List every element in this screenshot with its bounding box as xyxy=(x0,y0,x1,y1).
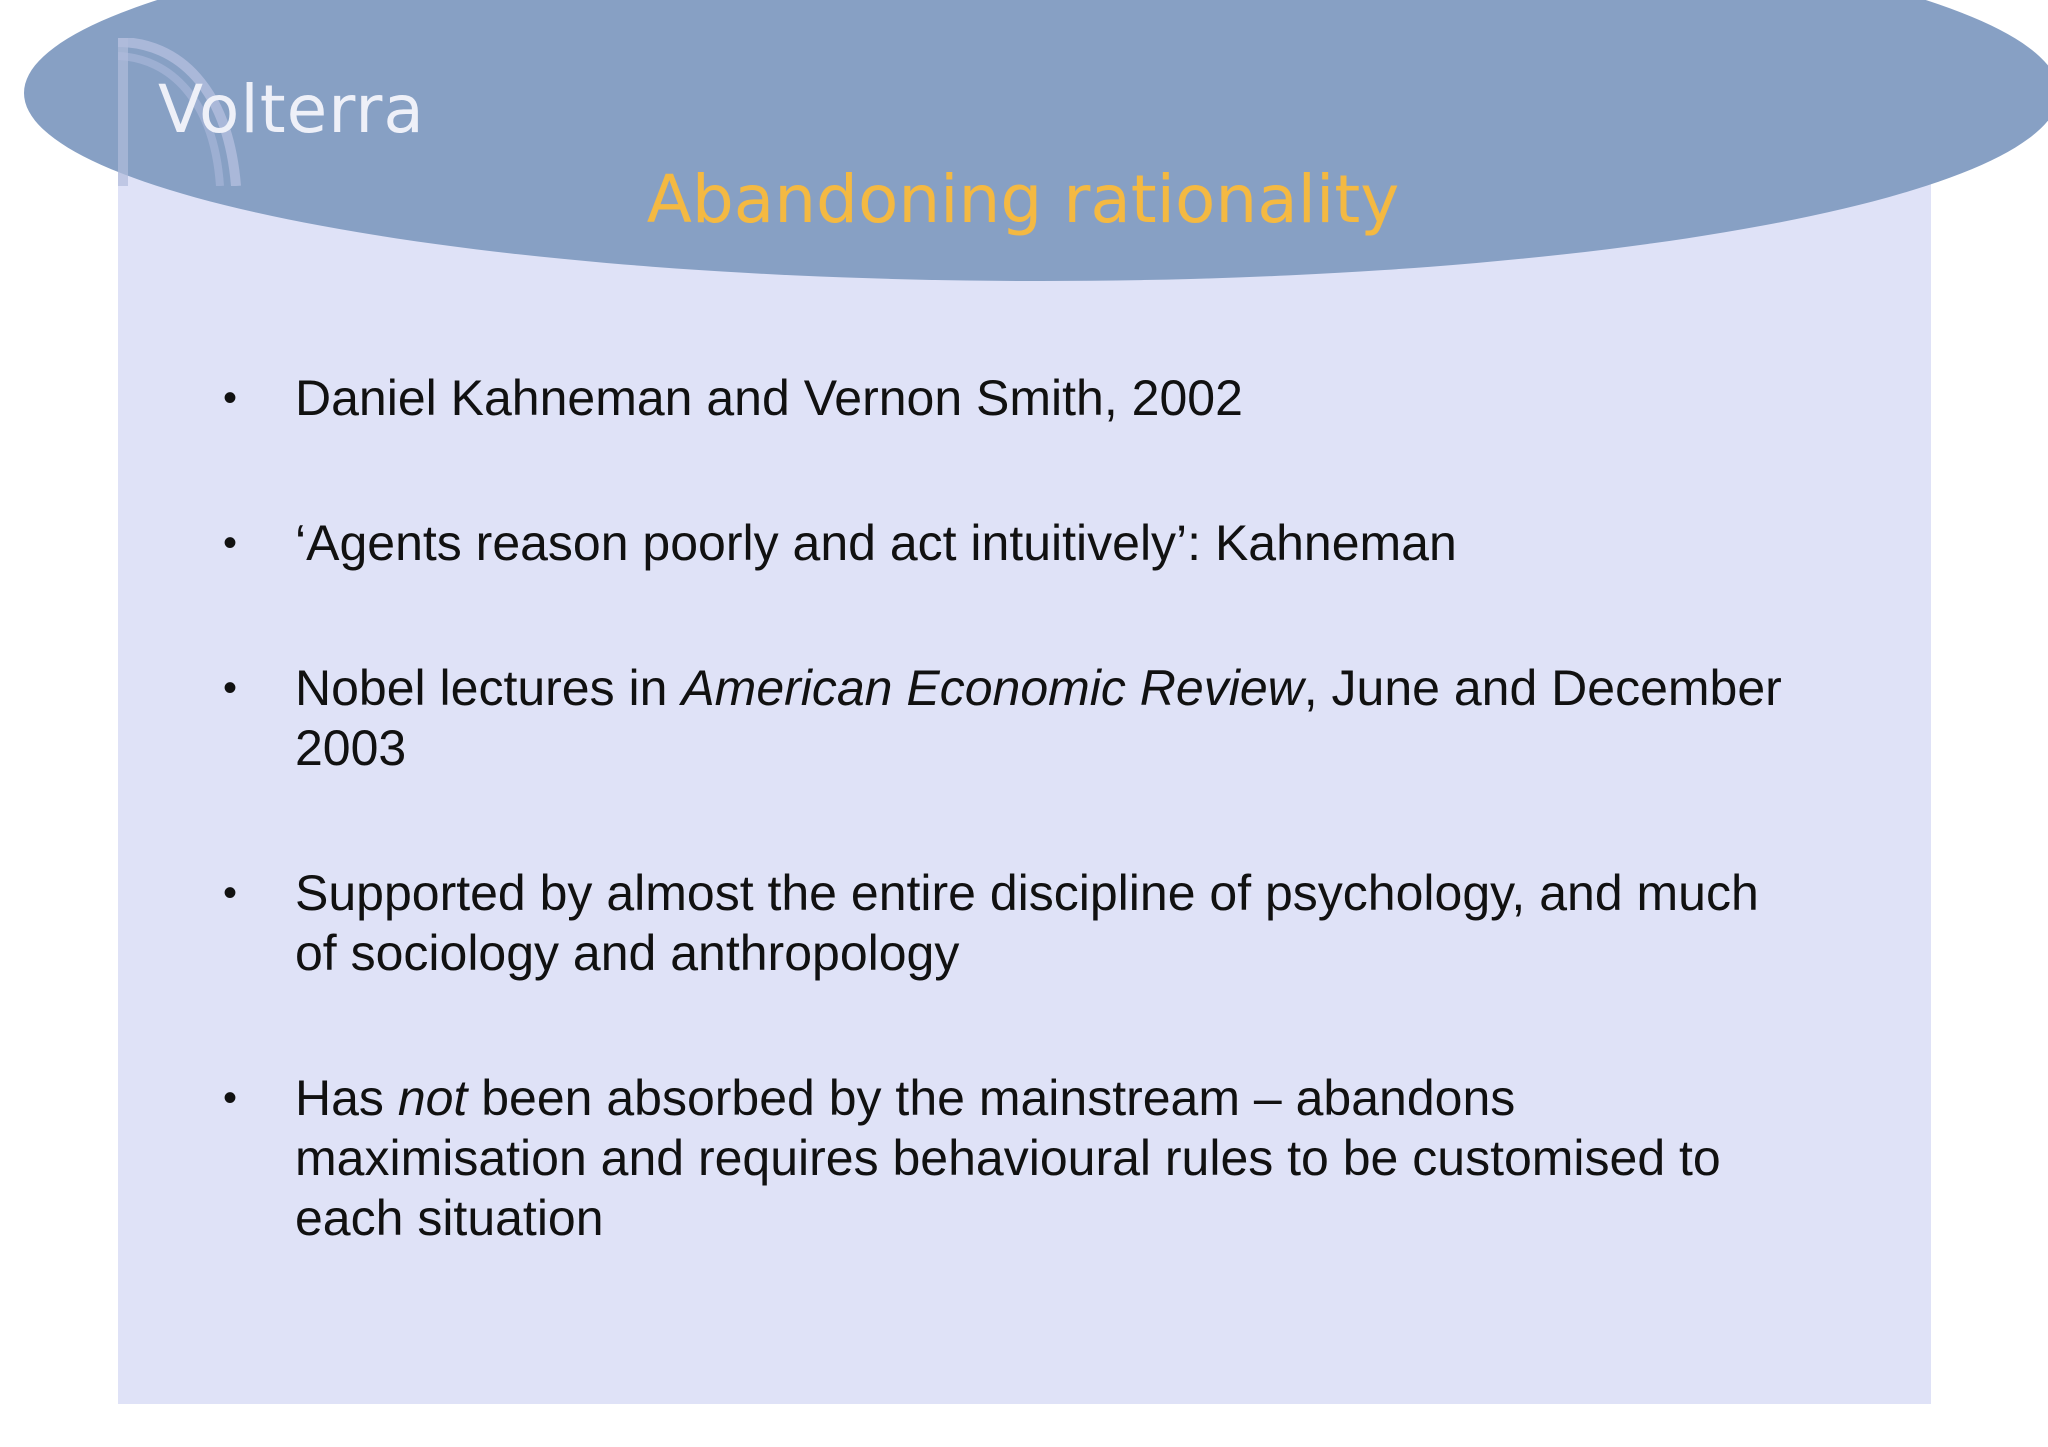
emphasis-word: not xyxy=(397,1070,468,1126)
bullet-text-end: , June and December 2003 xyxy=(295,660,1782,776)
journal-title: American Economic Review xyxy=(681,660,1304,716)
bullet-dot: • xyxy=(223,871,238,915)
bullet-list xyxy=(220,368,1810,1248)
bullet-text: Daniel Kahneman and Vernon Smith, 2002 xyxy=(295,370,1243,426)
bullet-item xyxy=(220,658,1810,778)
logo: Volterra xyxy=(158,71,425,148)
bullet-text: ‘Agents reason poorly and act intuitively’: Kahneman xyxy=(295,515,1457,571)
bullet-item xyxy=(220,368,1810,428)
bullet-dot: • xyxy=(223,666,238,710)
bullet-dot: • xyxy=(223,376,238,420)
slide-title xyxy=(0,158,2048,242)
bullet-text-end: been absorbed by the mainstream – abandons maximisation and requires behavioural rules to be customised to each situation xyxy=(295,1070,1721,1246)
bullet-text-start: Nobel lectures in xyxy=(295,660,682,716)
slide-title-text: Abandoning rationality xyxy=(646,161,1400,238)
bullet-item xyxy=(220,513,1810,573)
bullet-text-start: Has xyxy=(295,1070,398,1126)
bullet-item xyxy=(220,863,1810,983)
bullet-dot: • xyxy=(223,521,238,565)
bullet-dot: • xyxy=(223,1076,238,1120)
bullet-text: Supported by almost the entire discipline of psychology, and much of sociology and anthropology xyxy=(295,865,1759,981)
bullet-item xyxy=(220,1068,1810,1248)
